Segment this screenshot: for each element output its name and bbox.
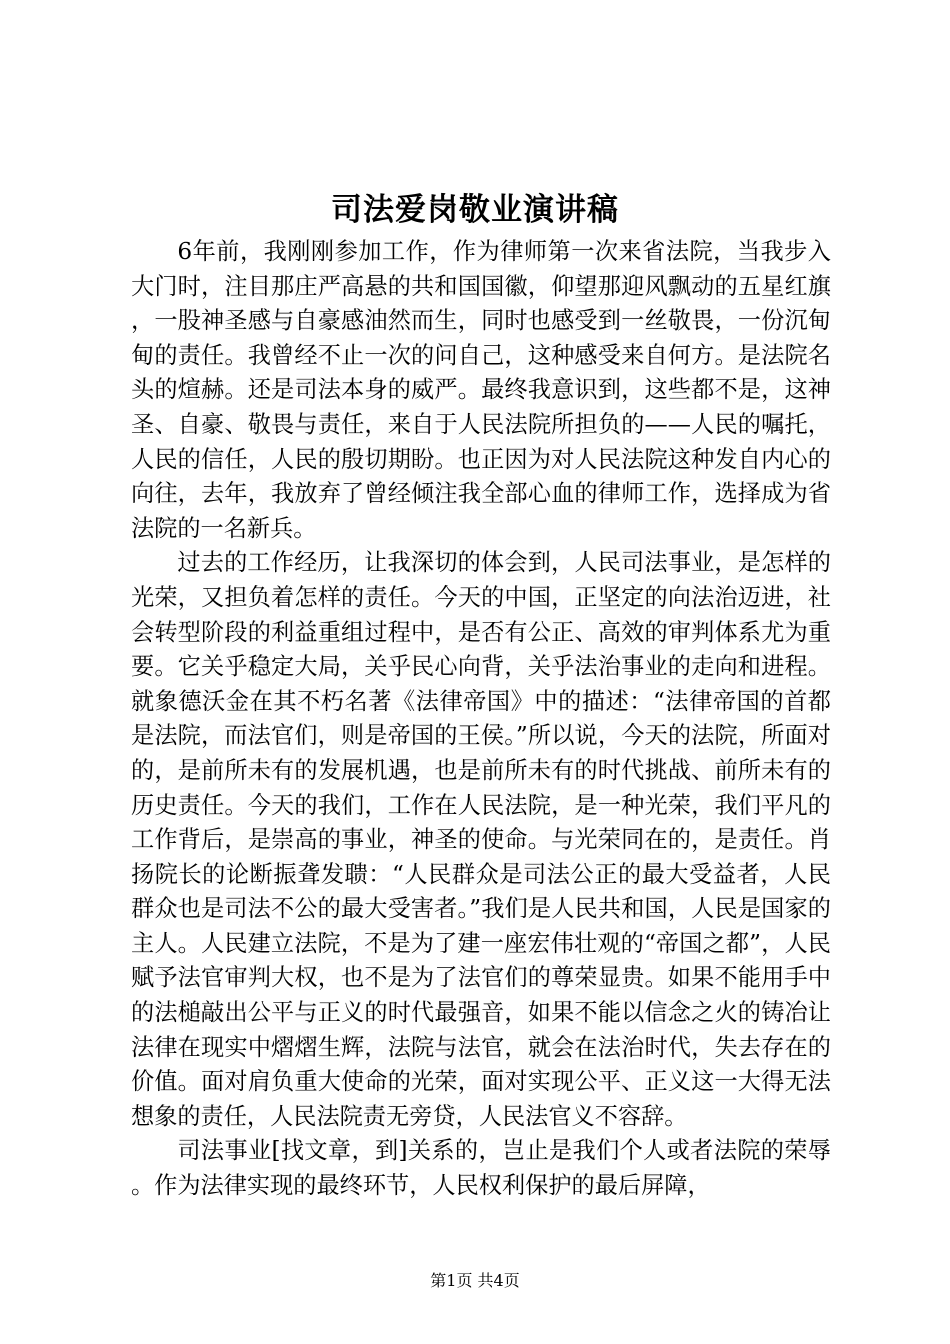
paragraph-1: 6年前，我刚刚参加工作，作为律师第一次来省法院，当我步入大门时，注目那庄严高悬的共和国国徽，仰望那迎风飘动的五星红旗，一股神圣感与自豪感油然而生，同时也感受到一丝敬畏，一份沉甸甸的责任。我曾经不止一次的问自己，这种感受来自何方。是法院名头的煊赫。还是司法本身的威严。最终我意识到，这些都不是，这神圣、自豪、敬畏与责任，来自于人民法院所担负的——人民的嘱托，人民的信任，人民的殷切期盼。也正因为对人民法院这种发自内心的向往，去年，我放弃了曾经倾注我全部心血的律师工作，选择成为省法院的一名新兵。	[131, 238, 831, 542]
paragraph-3: 司法事业[找文章，到]关系的，岂止是我们个人或者法院的荣辱。作为法律实现的最终环节，人民权利保护的最后屏障，	[131, 1137, 831, 1200]
paragraph-2: 过去的工作经历，让我深切的体会到，人民司法事业，是怎样的光荣，又担负着怎样的责任。今天的中国，正坚定的向法治迈进，社会转型阶段的利益重组过程中，是否有公正、高效的审判体系尤为重要。它关乎稳定大局，关乎民心向背，关乎法治事业的走向和进程。就象德沃金在其不朽名著《法律帝国》中的描述：“法律帝国的首都是法院，而法官们，则是帝国的王侯。”所以说，今天的法院，所面对的，是前所未有的发展机遇，也是前所未有的时代挑战、前所未有的历史责任。今天的我们，工作在人民法院，是一种光荣，我们平凡的工作背后，是崇高的事业，神圣的使命。与光荣同在的，是责任。肖扬院长的论断振聋发聩：“人民群众是司法公正的最大受益者，人民群众也是司法不公的最大受害者。”我们是人民共和国，人民是国家的主人。人民建立法院，不是为了建一座宏伟壮观的“帝国之都”，人民赋予法官审判大权，也不是为了法官们的尊荣显贵。如果不能用手中的法槌敲出公平与正义的时代最强音，如果不能以信念之火的铸冶让法律在现实中熠熠生辉，法院与法官，就会在法治时代，失去存在的价值。面对肩负重大使命的光荣，面对实现公平、正义这一大得无法想象的责任，人民法院责无旁贷，人民法官义不容辞。	[131, 549, 831, 1130]
document-body	[131, 235, 831, 1204]
document-title: 司法爱岗敬业演讲稿	[331, 192, 619, 228]
page-footer: 第1页 共4页	[430, 1271, 520, 1290]
